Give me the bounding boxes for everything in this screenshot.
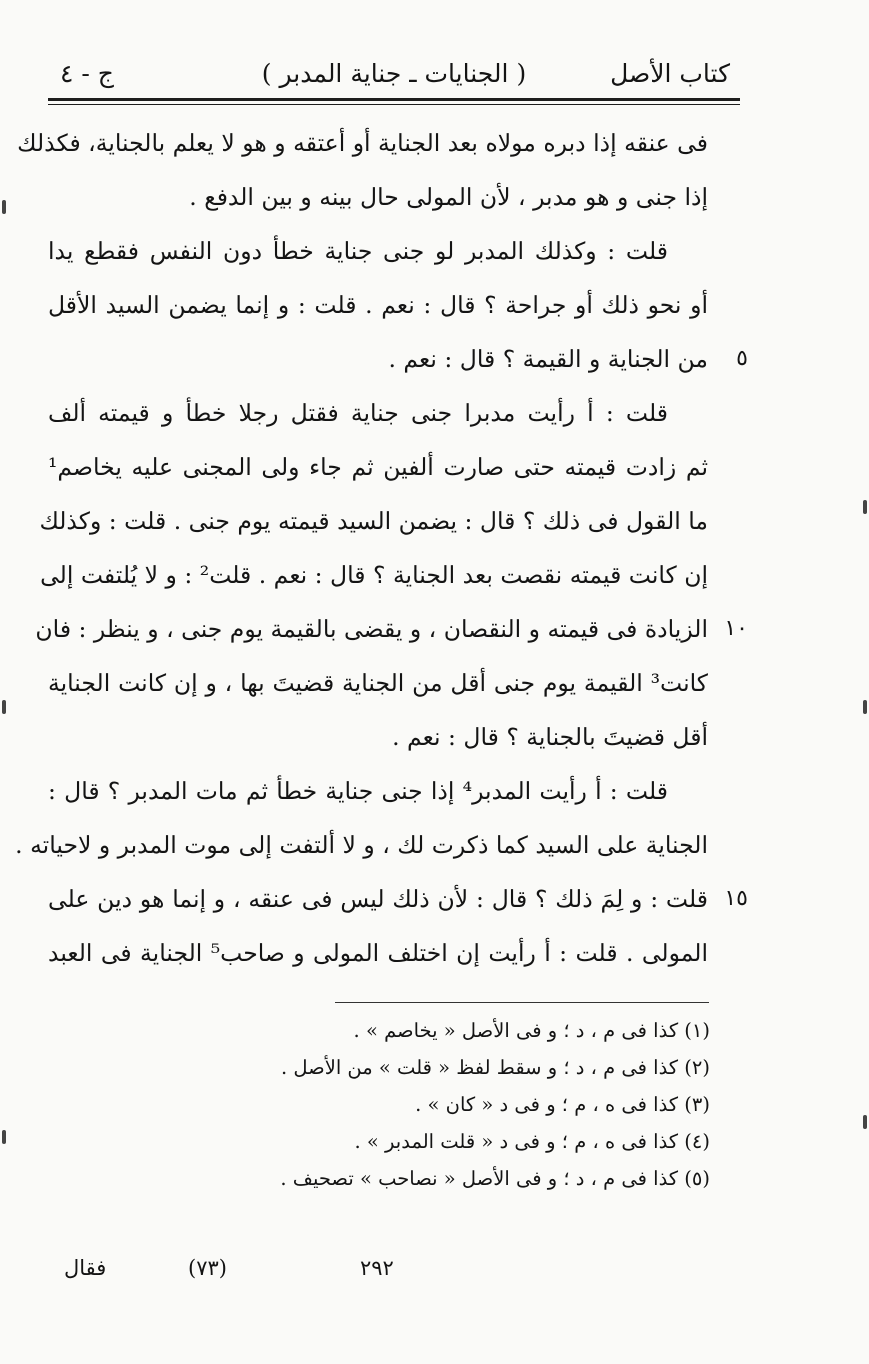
volume-label: ج - ٤ — [60, 59, 114, 88]
text-line: أو نحو ذلك أو جراحة ؟ قال : نعم . قلت : و إنما يضمن السيد الأقل — [48, 291, 708, 319]
scan-edge-mark — [2, 200, 6, 214]
text-line: ثم زادت قيمته حتى صارت ألفين ثم جاء ولى المجنى عليه يخاصم¹ — [48, 453, 708, 481]
scan-edge-mark — [2, 700, 6, 714]
footnotes — [200, 1012, 710, 1197]
text-line: الجناية على السيد كما ذكرت لك ، و لا ألتفت إلى موت المدبر و لاحياته . — [15, 831, 708, 859]
text-line: إذا جنى و هو مدبر ، لأن المولى حال بينه و بين الدفع . — [189, 183, 708, 211]
text-line: قلت : و لِمَ ذلك ؟ قال : لأن ذلك ليس فى عنقه ، و إنما هو دين على ١٥ — [48, 872, 708, 926]
book-title: كتاب الأصل — [610, 59, 730, 88]
signature-mark: (٧٣) — [188, 1256, 227, 1280]
text-line: فى عنقه إذا دبره مولاه بعد الجناية أو أعتقه و هو لا يعلم بالجناية، فكذلك — [17, 129, 708, 157]
footnote: (١) كذا فى م ، د ؛ و فى الأصل « يخاصم » . — [353, 1019, 710, 1042]
section-title: ( الجنايات ـ جناية المدبر ) — [261, 59, 527, 88]
line-number: ٥ — [736, 346, 748, 371]
page-number: ٢٩٢ — [360, 1256, 394, 1280]
footnote: (٤) كذا فى ه ، م ؛ و فى د « قلت المدبر » . — [354, 1130, 710, 1153]
page-footer — [60, 1250, 620, 1286]
scan-edge-mark — [2, 1130, 6, 1144]
text-line: قلت : وكذلك المدبر لو جنى جناية خطأ دون النفس فقطع يدا — [48, 237, 668, 265]
header-rule-thick — [48, 98, 740, 101]
text-line: ما القول فى ذلك ؟ قال : يضمن السيد قيمته يوم جنى . قلت : وكذلك — [39, 507, 708, 535]
main-text — [15, 116, 748, 980]
text-line: قلت : أ رأيت المدبر⁴ إذا جنى جناية خطأ ثم مات المدبر ؟ قال : — [48, 777, 669, 805]
text-line: كانت³ القيمة يوم جنى أقل من الجناية قضيتَ بها ، و إن كانت الجناية — [48, 669, 708, 697]
text-line: من الجناية و القيمة ؟ قال : نعم . ٥ — [48, 332, 708, 386]
scan-edge-mark — [863, 500, 867, 514]
line-number: ١٠ — [724, 616, 748, 641]
footnote: (٣) كذا فى ه ، م ؛ و فى د « كان » . — [415, 1093, 710, 1116]
text-line: الزيادة فى قيمته و النقصان ، و يقضى بالقيمة يوم جنى ، و ينظر : فان ١٠ — [48, 602, 708, 656]
running-header — [50, 52, 738, 96]
scan-edge-mark — [863, 1115, 867, 1129]
text-line: أقل قضيتَ بالجناية ؟ قال : نعم . — [392, 723, 708, 751]
text-line: قلت : أ رأيت مدبرا جنى جناية فقتل رجلا خطأ و قيمته ألف — [48, 399, 668, 427]
footnote: (٢) كذا فى م ، د ؛ و سقط لفظ « قلت » من الأصل . — [280, 1056, 710, 1079]
catchword: فقال — [64, 1256, 107, 1280]
line-number: ١٥ — [724, 886, 748, 911]
text-line: المولى . قلت : أ رأيت إن اختلف المولى و صاحب⁵ الجناية فى العبد — [48, 939, 708, 967]
footnote: (٥) كذا فى م ، د ؛ و فى الأصل « نصاحب » تصحيف . — [280, 1167, 710, 1190]
header-rule-thin — [48, 104, 740, 105]
footnote-separator — [335, 1002, 709, 1003]
text-line: إن كانت قيمته نقصت بعد الجناية ؟ قال : نعم . قلت² : و لا يُلتفت إلى — [40, 561, 708, 589]
scan-edge-mark — [863, 700, 867, 714]
